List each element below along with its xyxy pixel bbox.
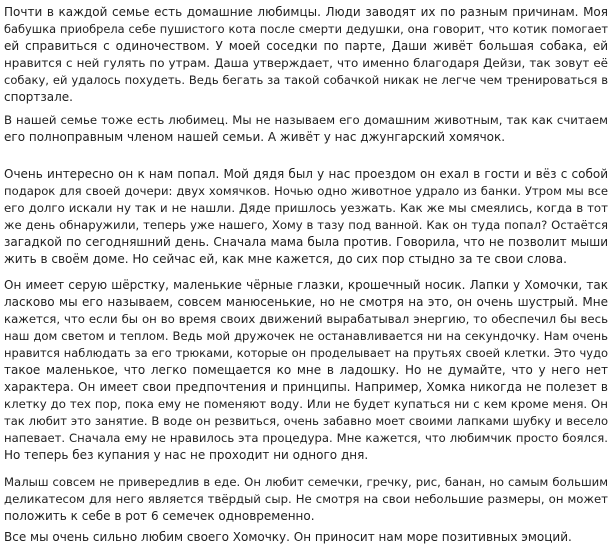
paragraph-hamster-description [4, 277, 608, 464]
text-line: характера. Он имеет свои предпочтения и принципы. Например, Хомка никогда не полезет в [4, 380, 608, 394]
text-line: загадкой по сегодняшний день. Сначала мама была против. Говорила, что не позволит мыши [4, 235, 608, 249]
text-line: его полноправным членом нашей семьи. А живёт у нас джунгарский хомячок. [4, 130, 506, 144]
text-line: ласково мы его называем, совсем манюсенькие, но не смотря на это, он очень шустрый. Мне [4, 295, 608, 309]
paragraph-conclusion [4, 529, 608, 546]
text-line: наш дом светом и теплом. Ведь мой дружочек не останавливается ни на секундочку. Нам очень [4, 329, 608, 343]
text-line: спортзале. [4, 90, 73, 104]
text-line: бабушка приобрела себе пушистого кота после смерти дедушки, она говорит, что котик помогает [4, 22, 608, 36]
text-line: Он имеет серую шёрстку, маленькие чёрные глазки, крошечный носик. Лапки у Хомочки, так [4, 278, 608, 292]
text-line: же день обнаружили, теперь уже нашего, Хому в тазу под ванной. Как он туда попал? Остаётся [4, 218, 608, 232]
text-line: В нашей семье тоже есть любимец. Мы не называем его домашним животным, так как считаем [4, 113, 608, 127]
text-line: кажется, что если бы он во время своих движений вырабатывал энергию, то обеспечил бы весь [4, 312, 608, 326]
text-line: собаку, ей удалось похудеть. Ведь бегать за такой собачкой никак не легче чем тренироваться в [4, 73, 608, 87]
paragraph-pets-intro [4, 4, 608, 106]
text-line: Все мы очень сильно любим своего Хомочку. Он приносит нам море позитивных эмоций. [4, 530, 572, 544]
text-line: Малыш совсем не привередлив в еде. Он любит семечки, гречку, рис, банан, но самым большим [4, 475, 608, 489]
text-line: его долго искали ну так и не нашли. Дяде пришлось уезжать. Как же мы смеялись, когда в тот [4, 201, 608, 215]
text-line: положить к себе в рот 6 семечек одновременно. [4, 509, 315, 523]
text-line: так любит это занятие. В воде он резвиться, очень забавно моет своими лапками шубку и весело [4, 414, 608, 428]
text-line: жить в своём доме. Но сейчас ей, как мне кажется, до сих пор стыдно за те свои слова. [4, 252, 567, 266]
text-line: Но теперь без купания у нас не проходит ни одного дня. [4, 448, 369, 462]
text-line: Почти в каждой семье есть домашние любимцы. Люди заводят их по разным причинам. Моя [4, 5, 608, 19]
text-line: нравится наблюдать за его трюками, которые он проделывает на прутьях своей клетки. Это чудо [4, 346, 608, 360]
text-line: клетку до тех пор, пока ему не поменяют воду. Или не будет купаться ни с кем кроме меня. Он [4, 397, 608, 411]
paragraph-how-hamster-arrived [4, 166, 608, 268]
text-line: ей справиться с одиночеством. У моей соседки по парте, Даши живёт большая собака, ей [4, 39, 608, 53]
text-line: подарок для своей дочери: двух хомячков. Ночью одно животное удрало из банки. Утром мы все [4, 184, 608, 198]
text-line: напевает. Сначала ему не нравилось эта процедура. Мне кажется, что любимчик просто боялся. [4, 431, 608, 445]
paragraph-hamster-food [4, 474, 608, 525]
text-line: нравится с ней гулять по утрам. Даша утверждает, что именно благодаря Дейзи, так зовут её [4, 56, 608, 70]
paragraph-family-pet [4, 112, 608, 146]
text-line: такое маленькое, что легко помещается ко мне в ладошку. Но не думайте, что у него нет [4, 363, 608, 377]
text-line: Очень интересно он к нам попал. Мой дядя был у нас проездом он ехал в гости и вёз с собой [4, 167, 608, 181]
text-line: деликатесом для него является твёрдый сыр. Не смотря на свои небольшие размеры, он может [4, 492, 608, 506]
